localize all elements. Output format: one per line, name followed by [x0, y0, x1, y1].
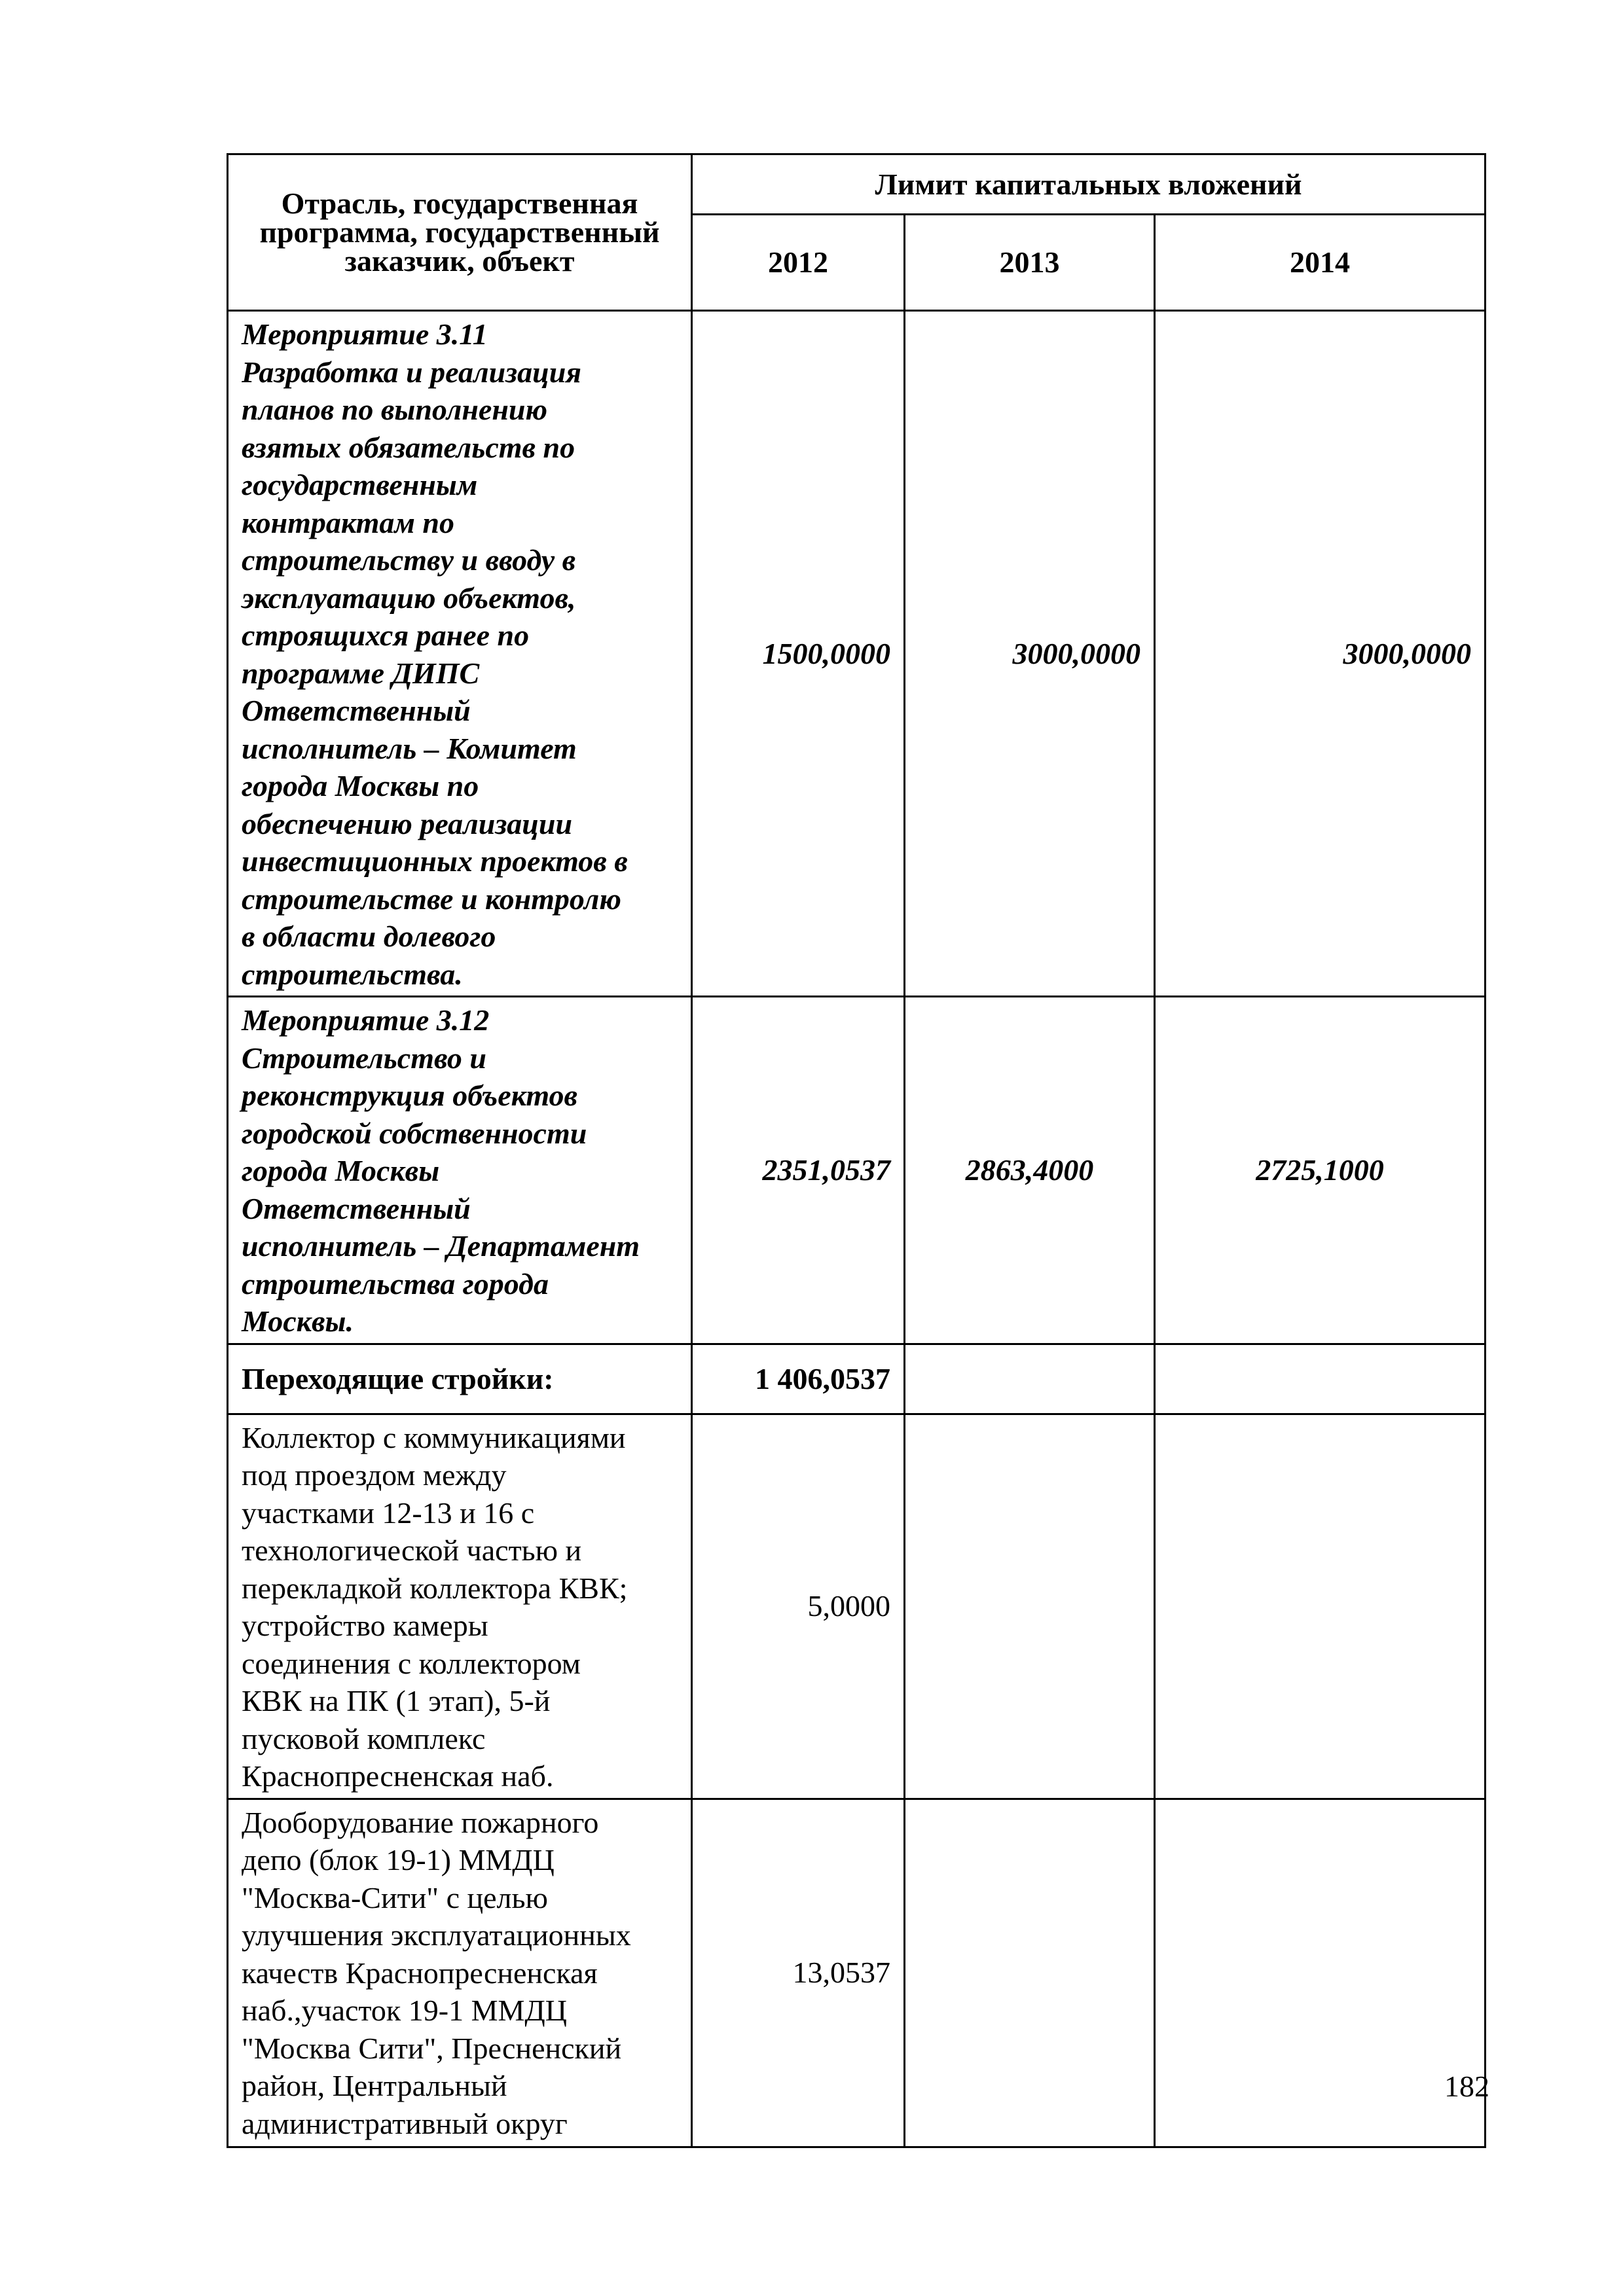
- row-value-2012: 13,0537: [692, 1799, 905, 2147]
- row-value-2013: 3000,0000: [905, 311, 1155, 997]
- header-name-column: Отрасль, государственная программа, государственный заказчик, объект: [228, 154, 692, 311]
- row-value-2012: 5,0000: [692, 1414, 905, 1799]
- row-name: [228, 1799, 692, 2147]
- row-value-2013: [905, 1799, 1155, 2147]
- table-row: [228, 1344, 1486, 1414]
- row-value-2014: [1155, 1799, 1486, 2147]
- page-number: 182: [1444, 2070, 1489, 2103]
- header-row-1: [228, 154, 1486, 215]
- row-name: [228, 1414, 692, 1799]
- row-value-2012: 1500,0000: [692, 311, 905, 997]
- table-row: [228, 1799, 1486, 2147]
- row-name-text: Коллектор с коммуникациями под проездом между участками 12-13 и 16 с технологической частью и перекладкой коллектора КВК; устройство камеры соединения с коллектором КВК на ПК (1 этап), 5-й пусковой комплекс Краснопресненская наб.: [242, 1420, 628, 1793]
- table-row: [228, 997, 1486, 1344]
- row-name: [228, 997, 692, 1344]
- row-value-2012: 1 406,0537: [692, 1344, 905, 1414]
- capital-investment-table: [227, 153, 1486, 2148]
- row-value-2014: 3000,0000: [1155, 311, 1486, 997]
- header-year-2013: 2013: [905, 215, 1155, 311]
- row-value-2014: [1155, 1414, 1486, 1799]
- row-name-text: Мероприятие 3.12 Строительство и реконструкция объектов городской собственности города Москвы Ответственный исполнитель – Департамент строительства города Москвы.: [242, 1003, 640, 1338]
- row-name: [228, 311, 692, 997]
- row-value-2013: [905, 1414, 1155, 1799]
- header-limit-group: Лимит капитальных вложений: [692, 154, 1486, 215]
- row-value-2013: [905, 1344, 1155, 1414]
- row-name-text: Мероприятие 3.11 Разработка и реализация планов по выполнению взятых обязательств по государственным контрактам по строительству и вводу в эксплуатацию объектов, строящихся ранее по программе ДИПС Ответственный исполнитель – Комитет города Москвы по обеспечению реализации инвестиционных проектов в строительстве и контролю в области долевого строительства.: [242, 317, 628, 991]
- row-value-2012: 2351,0537: [692, 997, 905, 1344]
- row-value-2014: 2725,1000: [1155, 997, 1486, 1344]
- row-value-2013: 2863,4000: [905, 997, 1155, 1344]
- row-name: Переходящие стройки:: [228, 1344, 692, 1414]
- header-year-2014: 2014: [1155, 215, 1486, 311]
- table-row: [228, 311, 1486, 997]
- table-row: [228, 1414, 1486, 1799]
- row-value-2014: [1155, 1344, 1486, 1414]
- row-name-text: Дооборудование пожарного депо (блок 19-1) ММДЦ "Москва-Сити" с целью улучшения эксплуатационных качеств Краснопресненская наб.,участок 19-1 ММДЦ "Москва Сити", Пресненский район, Центральный административный округ: [242, 1805, 631, 2140]
- header-year-2012: 2012: [692, 215, 905, 311]
